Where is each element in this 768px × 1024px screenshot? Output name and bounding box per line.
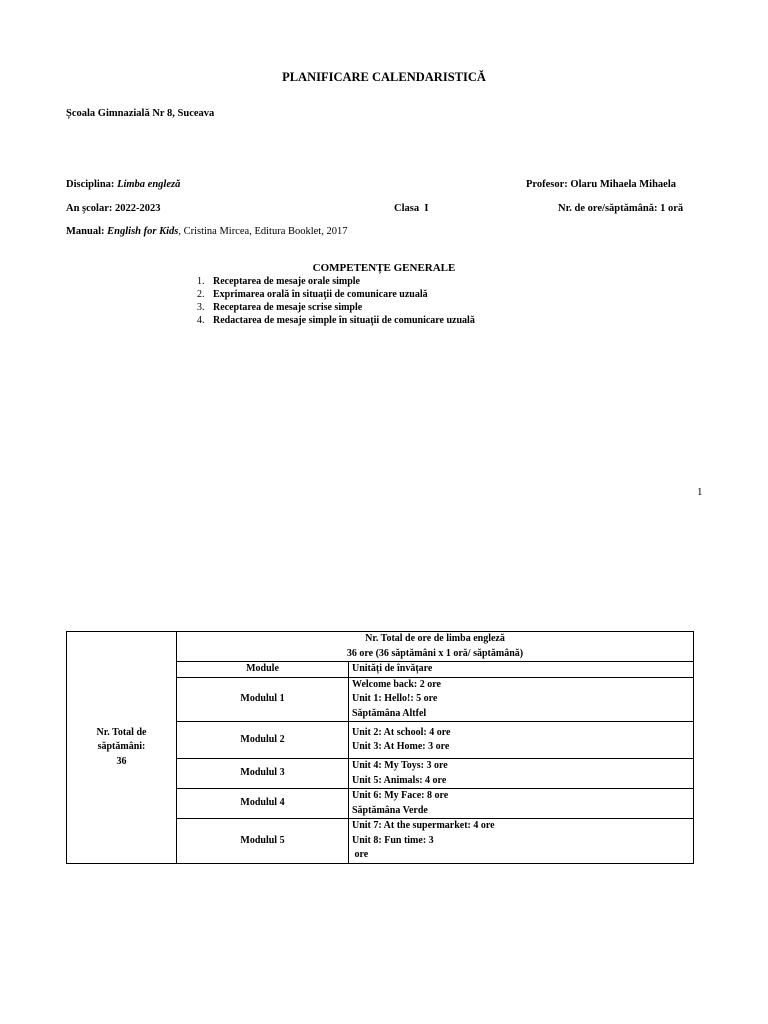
module-units [349, 722, 694, 759]
teacher-label: Profesor: [526, 179, 568, 190]
manual-field [66, 226, 347, 237]
module-name: Modulul 3 [177, 759, 349, 789]
competence-text: Receptarea de mesaje orale simple [213, 276, 360, 287]
units-column-header: Unități de învățare [349, 662, 694, 678]
module-name: Modulul 5 [177, 819, 349, 864]
module-column-header: Module [177, 662, 349, 678]
planning-table [66, 631, 694, 864]
discipline-field [66, 179, 180, 190]
school-name: Școala Gimnazială Nr 8, Suceava [66, 108, 215, 119]
manual-title: English for Kids [107, 226, 179, 237]
competence-text: Exprimarea orală în situaţii de comunicare uzuală [213, 289, 428, 300]
competences-title: COMPETENȚE GENERALE [312, 262, 456, 274]
hours-field [558, 203, 683, 214]
competence-text: Receptarea de mesaje scrise simple [213, 302, 363, 313]
total-weeks-label: Nr. Total de [96, 726, 147, 738]
total-weeks-value: 36 [116, 755, 127, 767]
table-header-row [67, 632, 694, 662]
unit-item: Unit 3: At Home: 3 ore [352, 741, 450, 752]
total-hours-line-2: 36 ore (36 săptămâni x 1 oră/ săptămână) [346, 647, 524, 659]
page-number: 1 [697, 486, 703, 498]
unit-item: Săptămâna Verde [352, 804, 428, 816]
unit-item: Unit 7: At the supermarket: 4 ore [352, 820, 495, 831]
competence-item [197, 275, 475, 288]
competence-item [197, 288, 475, 301]
competences-list [197, 275, 475, 327]
school-year-label: An școlar: [66, 203, 113, 214]
school-year-field [66, 203, 161, 214]
module-name: Modulul 2 [177, 722, 349, 759]
module-units [349, 759, 694, 789]
module-units [349, 819, 694, 864]
module-name: Modulul 4 [177, 789, 349, 819]
module-units [349, 677, 694, 722]
competence-number: 4. [197, 315, 205, 326]
school-year-value: 2022-2023 [115, 203, 161, 214]
module-name: Modulul 1 [177, 677, 349, 722]
hours-label: Nr. de ore/săptămână: [558, 203, 658, 214]
class-label: Clasa [394, 203, 420, 214]
total-weeks-label-2: săptămâni: [97, 741, 146, 752]
unit-item: ore [352, 849, 369, 860]
unit-item: Welcome back: 2 ore [352, 678, 441, 690]
unit-item: Unit 5: Animals: 4 ore [352, 774, 447, 786]
manual-details: , Cristina Mircea, Editura Booklet, 2017 [178, 226, 348, 237]
competence-number: 1. [197, 276, 205, 287]
page-title: PLANIFICARE CALENDARISTICĂ [282, 70, 486, 84]
unit-item: Unit 2: At school: 4 ore [352, 726, 451, 738]
competence-number: 3. [197, 302, 205, 313]
total-weeks-cell [67, 632, 177, 864]
competence-item [197, 301, 475, 314]
unit-item: Săptămâna Altfel [352, 707, 427, 719]
total-hours-header [177, 632, 694, 662]
teacher-value: Olaru Mihaela Mihaela [570, 179, 676, 190]
unit-item: Unit 1: Hello!: 5 ore [352, 693, 438, 704]
teacher-field [526, 179, 676, 190]
competence-item [197, 314, 475, 327]
unit-item: Unit 8: Fun time: 3 [352, 834, 434, 846]
discipline-value: Limba engleză [117, 179, 181, 190]
discipline-label: Disciplina: [66, 179, 115, 190]
module-units [349, 789, 694, 819]
total-hours-line-1: Nr. Total de ore de limba engleză [365, 633, 505, 644]
class-value: I [424, 203, 429, 214]
manual-label: Manual: [66, 226, 105, 237]
hours-value: 1 oră [660, 203, 684, 214]
competence-number: 2. [197, 289, 205, 300]
unit-item: Unit 4: My Toys: 3 ore [352, 760, 448, 771]
class-field [394, 203, 428, 214]
unit-item: Unit 6: My Face: 8 ore [352, 790, 449, 801]
competence-text: Redactarea de mesaje simple în situaţii de comunicare uzuală [213, 315, 475, 326]
